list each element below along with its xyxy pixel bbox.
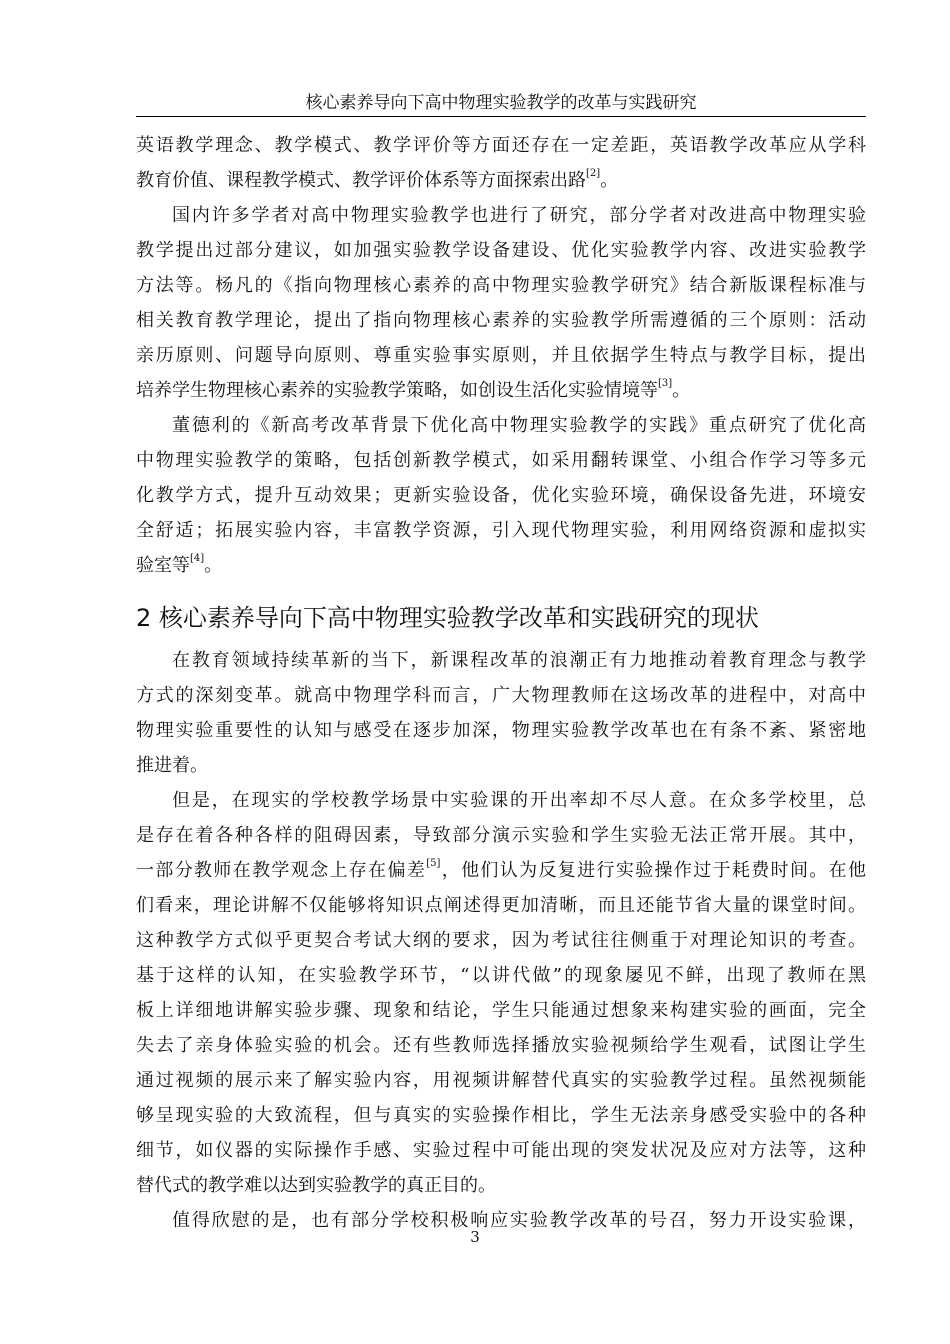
text-line (136, 163, 866, 198)
text-line (136, 783, 866, 818)
line-text: 通过视频的展示来了解实验内容，用视频讲解替代真实的实验教学过程。虽然视频能 (136, 1070, 866, 1091)
text-line (136, 478, 866, 513)
line-text: 教学提出过部分建议，如加强实验教学设备建设、优化实验教学内容、改进实验教学 (136, 240, 866, 261)
line-text: 培养学生物理核心素养的实验教学策略，如创设生活化实验情境等 (136, 380, 658, 401)
text-line (136, 643, 866, 678)
text-line (136, 513, 866, 548)
text-line (136, 888, 866, 923)
line-text-tail: 。 (672, 380, 691, 401)
line-text: 板上详细地讲解实验步骤、现象和结论，学生只能通过想象来构建实验的画面，完全 (136, 1000, 866, 1021)
line-text: 英语教学理念、教学模式、教学评价等方面还存在一定差距，英语教学改革应从学科 (136, 135, 866, 156)
text-line (136, 373, 866, 408)
text-line (136, 923, 866, 958)
text-line (136, 713, 866, 748)
line-text: 董德利的《新高考改革背景下优化高中物理实验教学的实践》重点研究了优化高 (172, 415, 866, 436)
page-number: 3 (470, 1228, 480, 1246)
line-text: 方法等。杨凡的《指向物理核心素养的高中物理实验教学研究》结合新版课程标准与 (136, 275, 866, 296)
text-line (136, 958, 866, 993)
line-text: 基于这样的认知，在实验教学环节，“以讲代做”的现象屡见不鲜，出现了教师在黑 (136, 965, 866, 986)
text-line (136, 408, 866, 443)
line-text: 这种教学方式似乎更契合考试大纲的要求，因为考试往往侧重于对理论知识的考查。 (136, 930, 866, 951)
text-line (136, 1168, 866, 1203)
line-text: 方式的深刻变革。就高中物理学科而言，广大物理教师在这场改革的进程中，对高中 (136, 685, 866, 706)
text-line (136, 548, 866, 583)
text-line (136, 853, 866, 888)
line-text: 但是，在现实的学校教学场景中实验课的开出率却不尽人意。在众多学校里，总 (172, 790, 866, 811)
line-text: 亲历原则、问题导向原则、尊重实验事实原则，并且依据学生特点与教学目标，提出 (136, 345, 866, 366)
line-text: 替代式的教学难以达到实验教学的真正目的。 (136, 1175, 496, 1196)
line-text-tail: 。 (204, 555, 223, 576)
running-header: 核心素养导向下高中物理实验教学的改革与实践研究 (136, 90, 866, 117)
line-text: 一部分教师在教学观念上存在偏差 (136, 860, 427, 881)
text-line (136, 678, 866, 713)
citation-ref: [4] (190, 553, 205, 564)
text-line (136, 303, 866, 338)
line-text-tail: ，他们认为反复进行实验操作过于耗费时间。在他 (440, 860, 867, 881)
section-2-body (136, 643, 866, 1238)
text-line (136, 1133, 866, 1168)
line-text: 是存在着各种各样的阻碍因素，导致部分演示实验和学生实验无法正常开展。其中， (136, 825, 866, 846)
line-text-tail: 。 (600, 170, 619, 191)
line-text: 值得欣慰的是，也有部分学校积极响应实验教学改革的号召，努力开设实验课， (172, 1210, 866, 1231)
line-text: 够呈现实验的大致流程，但与真实的实验操作相比，学生无法亲身感受实验中的各种 (136, 1105, 866, 1126)
text-line (136, 1028, 866, 1063)
line-text: 推进着。 (136, 755, 208, 776)
line-text: 们看来，理论讲解不仅能够将知识点阐述得更加清晰，而且还能节省大量的课堂时间。 (136, 895, 866, 916)
text-line (136, 268, 866, 303)
text-line (136, 128, 866, 163)
citation-ref: [3] (658, 378, 673, 389)
section-heading: 2 核心素养导向下高中物理实验教学改革和实践研究的现状 (136, 604, 759, 632)
line-text: 国内许多学者对高中物理实验教学也进行了研究，部分学者对改进高中物理实验 (172, 205, 866, 226)
text-line (136, 198, 866, 233)
line-text: 细节，如仪器的实际操作手感、实验过程中可能出现的突发状况及应对方法等，这种 (136, 1140, 866, 1161)
line-text: 教育价值、课程教学模式、教学评价体系等方面探索出路 (136, 170, 586, 191)
line-text: 中物理实验教学的策略，包括创新教学模式，如采用翻转课堂、小组合作学习等多元 (136, 450, 866, 471)
text-line (136, 748, 866, 783)
citation-ref: [5] (426, 858, 441, 869)
text-line (136, 818, 866, 853)
line-text: 失去了亲身体验实验的机会。还有些教师选择播放实验视频给学生观看，试图让学生 (136, 1035, 866, 1056)
line-text: 相关教育教学理论，提出了指向物理核心素养的实验教学所需遵循的三个原则：活动 (136, 310, 866, 331)
citation-ref: [2] (586, 168, 601, 179)
text-line (136, 1063, 866, 1098)
text-line (136, 993, 866, 1028)
section-1-body (136, 128, 866, 583)
line-text: 化教学方式，提升互动效果；更新实验设备，优化实验环境，确保设备先进，环境安 (136, 485, 866, 506)
line-text: 验室等 (136, 555, 190, 576)
text-line (136, 338, 866, 373)
line-text: 全舒适；拓展实验内容，丰富教学资源，引入现代物理实验，利用网络资源和虚拟实 (136, 520, 866, 541)
line-text: 物理实验重要性的认知与感受在逐步加深，物理实验教学改革也在有条不紊、紧密地 (136, 720, 866, 741)
text-line (136, 233, 866, 268)
text-line (136, 1098, 866, 1133)
line-text: 在教育领域持续革新的当下，新课程改革的浪潮正有力地推动着教育理念与教学 (172, 650, 866, 671)
text-line (136, 443, 866, 478)
